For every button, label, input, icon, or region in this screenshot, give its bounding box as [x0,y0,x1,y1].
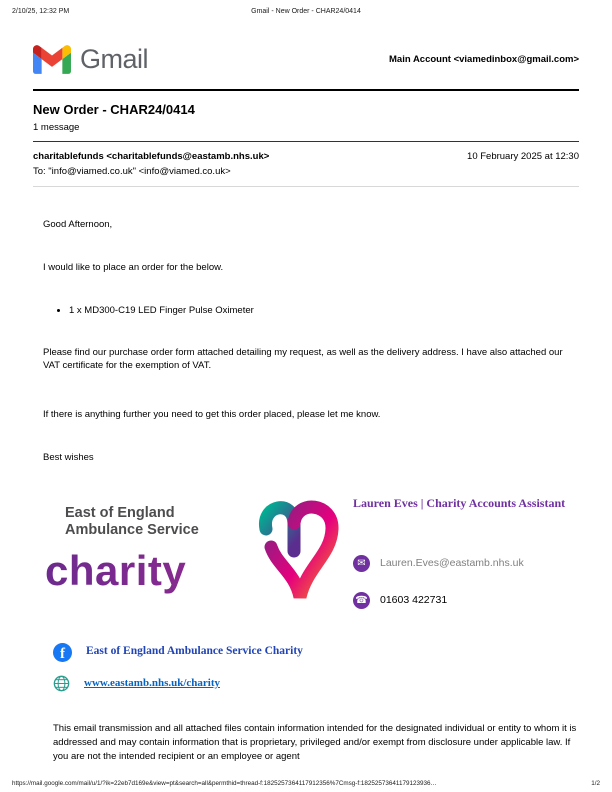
contact-details [331,495,579,627]
closing-line: Best wishes [43,451,94,463]
recipient: To: "info@viamed.co.uk" <info@viamed.co.uk> [33,166,231,177]
email-row [353,555,579,572]
email-subject: New Order - CHAR24/0414 [33,102,195,117]
phone-row [353,592,579,609]
order-item: • 1 x MD300-C19 LED Finger Pulse Oximeter [69,305,579,318]
gmail-header [33,44,579,75]
signature-phone: 01603 422731 [380,594,448,607]
facebook-row [53,643,579,662]
email-date: 10 February 2025 at 12:30 [467,151,579,162]
divider-thick [33,89,579,91]
signature-email[interactable]: Lauren.Eves@eastamb.nhs.uk [380,557,524,570]
print-header [12,8,600,15]
print-title: Gmail - New Order - CHAR24/0414 [251,8,361,15]
gmail-logo [33,44,148,75]
greeting: Good Afternoon, [43,219,113,230]
charity-website-link[interactable]: www.eastamb.nhs.uk/charity [84,676,220,689]
globe-icon [53,675,70,692]
divider-light [33,186,579,187]
facebook-icon: f [53,643,72,662]
eeast-charity-logo [43,495,331,627]
print-footer-url: https://mail.google.com/mail/u/1/?ik=22eb7d169e&view=pt&search=all&permthid=thread-f:1825257364117912356%7Cmsg-f:18252573641179123936… [12,780,437,787]
facebook-page-link[interactable]: East of England Ambulance Service Charity [86,645,303,658]
print-datetime: 2/10/25, 12:32 PM [12,8,70,15]
legal-disclaimer: This email transmission and all attached files contain information intended for the designated individual or entity to whom it is addressed and may contain information that is proprietary, privileged and/or exempt from disclosure under applicable law. If you are not the intended recipient or an employee or agent [53,722,577,763]
message-count: 1 message [33,122,80,133]
attachments-paragraph: Please find our purchase order form attached detailing my request, as well as the delivery address. I have also attached our VAT certificate for the exemption of VAT. [43,347,563,372]
signature-block [43,495,579,627]
envelope-icon: ✉ [353,555,370,572]
page-number: 1/2 [591,780,600,787]
sender: charitablefunds <charitablefunds@eastamb.nhs.uk> [33,151,270,162]
org-name-line2: Ambulance Service [65,521,199,538]
from-row [33,151,579,162]
order-list [69,305,579,318]
signature-links [53,643,579,692]
gmail-m-icon [33,45,71,74]
heart-logo-icon [249,489,349,627]
divider-thin [33,141,579,142]
intro-line: I would like to place an order for the below. [43,261,224,273]
print-footer [12,780,600,787]
charity-wordmark: charity [45,543,331,600]
followup-paragraph: If there is anything further you need to get this order placed, please let me know. [43,409,381,421]
gmail-wordmark: Gmail [80,44,149,74]
phone-icon: ☎ [353,592,370,609]
org-name-line1: East of England [65,504,175,521]
account-identity: Main Account <viamedinbox@gmail.com> [389,54,579,65]
website-row [53,675,579,692]
email-body [43,219,579,764]
signature-name-title: Lauren Eves | Charity Accounts Assistant [353,495,566,510]
